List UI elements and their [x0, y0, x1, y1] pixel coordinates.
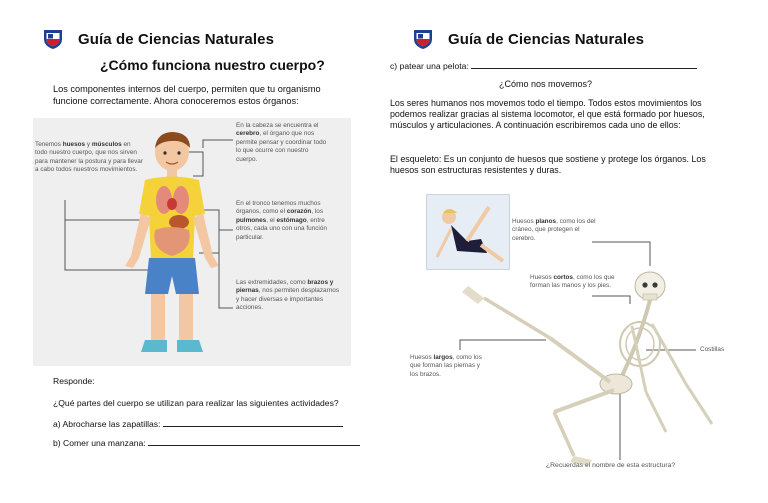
skeleton-figure — [410, 188, 762, 478]
item-b-answer-line[interactable] — [148, 437, 360, 446]
label-short-bones: Huesos cortos, como los que forman las manos y los pies. — [530, 274, 615, 290]
left-intro: Los componentes internos del cuerpo, permiten que tu organismo funcione correctamente. Ahora conoceremos estos órganos: — [53, 84, 321, 106]
label-limbs: Las extremidades, como brazos y piernas, nos permiten desplazarnos y hacer diversas e importantes acciones. — [236, 279, 340, 312]
label-head-brain: En la cabeza se encuentra el cerebro, el órgano que nos permite pensar y coordinar todo lo que ocurre con nuestro cuerpo. — [236, 122, 327, 163]
human-body-figure — [33, 118, 351, 366]
label-bones-muscles: Tenemos huesos y músculos en todo nuestro cuerpo, que nos sirven para mantener la postura y para llevar a cabo todos nuestros movimientos. — [35, 141, 143, 174]
child-body-illustration — [33, 118, 351, 366]
right-page — [384, 0, 768, 503]
left-header — [42, 28, 274, 50]
right-header-title: Guía de Ciencias Naturales — [448, 30, 645, 48]
item-a-answer-line[interactable] — [163, 418, 343, 427]
item-b-label: b) Comer una manzana: — [53, 438, 146, 448]
item-c-row — [390, 60, 697, 72]
left-header-title: Guía de Ciencias Naturales — [78, 30, 275, 48]
label-flat-bones: Huesos planos, como los del cráneo, que protegen el cerebro. — [512, 218, 596, 242]
right-subtitle: ¿Cómo nos movemos? — [499, 79, 593, 89]
item-c-label: c) patear una pelota: — [390, 61, 469, 71]
right-header — [412, 28, 644, 50]
item-a-label: a) Abrocharse las zapatillas: — [53, 419, 161, 429]
label-trunk-organs: En el tronco tenemos muchos órganos, como el corazón, los pulmones, el estómago, entre otros, cada uno con una función particular. — [236, 200, 327, 241]
left-subtitle: ¿Cómo funciona nuestro cuerpo? — [100, 57, 325, 73]
right-para-locomotor: Los seres humanos nos movemos todo el tiempo. Todos estos movimientos los podemos realizar gracias al sistema locomotor, el que está formado por huesos, músculos y articulaciones. A continuación escribiremos cada uno de ellos: — [390, 98, 705, 130]
respond-label: Responde: — [53, 376, 95, 386]
question-text: ¿Qué partes del cuerpo se utilizan para realizar las siguientes actividades? — [53, 398, 339, 408]
right-para-skeleton: El esqueleto: Es un conjunto de huesos que sostiene y protege los órganos. Los huesos son estructuras resistentes y duras. — [390, 154, 706, 175]
label-long-bones: Huesos largos, como los que forman las piernas y los brazos. — [410, 354, 482, 378]
label-ribs: Costillas — [700, 346, 725, 353]
item-b-row — [53, 437, 360, 449]
school-shield-icon — [412, 28, 434, 50]
item-a-row — [53, 418, 343, 430]
figure-caption: ¿Recuerdas el nombre de esta estructura? — [546, 462, 676, 469]
school-shield-icon — [42, 28, 64, 50]
item-c-answer-line[interactable] — [471, 60, 697, 69]
